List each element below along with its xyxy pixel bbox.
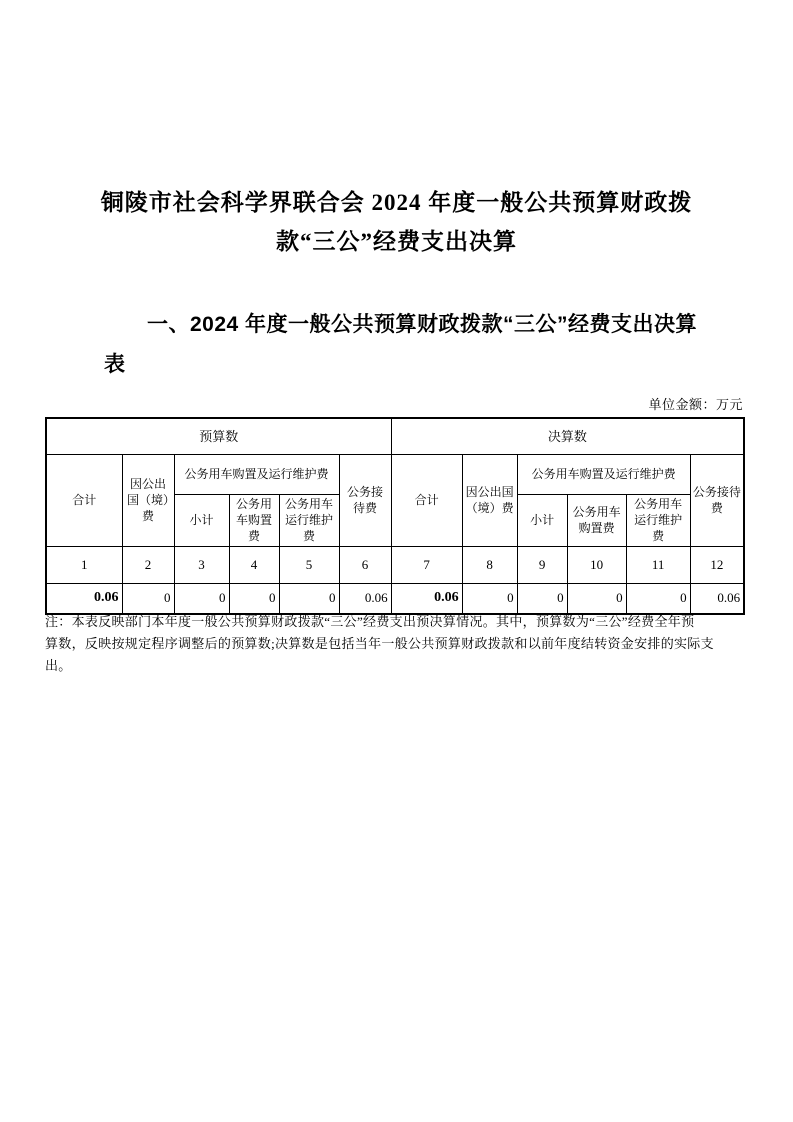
final-reception-header: 公务接待费 — [690, 455, 744, 547]
section-heading-line-2: 表 — [104, 353, 125, 376]
note-line-3: 出。 — [45, 658, 72, 673]
budget-section-header: 预算数 — [46, 418, 391, 455]
column-number: 10 — [567, 546, 626, 583]
budget-vehicle-subtotal-header: 小计 — [174, 495, 229, 547]
title-line-1: 铜陵市社会科学界联合会 2024 年度一般公共预算财政拨 — [100, 190, 693, 215]
final-reception-value: 0.06 — [690, 583, 744, 614]
note-line-1: 注：本表反映部门本年度一般公共预算财政拨款“三公”经费支出预决算情况。其中，预算数为“三公”经费全年预 — [45, 614, 695, 629]
column-number: 3 — [174, 546, 229, 583]
column-number: 12 — [690, 546, 744, 583]
column-number: 11 — [626, 546, 690, 583]
budget-reception-value: 0.06 — [339, 583, 391, 614]
column-number: 7 — [391, 546, 462, 583]
budget-abroad-value: 0 — [122, 583, 174, 614]
column-number-row — [46, 546, 744, 583]
final-vehicle-group-header: 公务用车购置及运行维护费 — [517, 455, 690, 495]
final-total-header: 合计 — [391, 455, 462, 547]
column-number: 6 — [339, 546, 391, 583]
column-number: 9 — [517, 546, 567, 583]
final-vehicle-subtotal-value: 0 — [517, 583, 567, 614]
final-vehicle-maintenance-header: 公务用车运行维护费 — [626, 495, 690, 547]
budget-vehicle-maintenance-header: 公务用车运行维护费 — [279, 495, 339, 547]
budget-abroad-header: 因公出国（境）费 — [122, 455, 174, 547]
budget-vehicle-purchase-value: 0 — [229, 583, 279, 614]
final-vehicle-purchase-header: 公务用车购置费 — [567, 495, 626, 547]
column-number: 4 — [229, 546, 279, 583]
note-line-2: 算数，反映按规定程序调整后的预算数;决算数是包括当年一般公共预算财政拨款和以前年度结转资金安排的实际支 — [45, 636, 714, 651]
budget-vehicle-group-header: 公务用车购置及运行维护费 — [174, 455, 339, 495]
three-public-expense-table — [45, 417, 745, 615]
final-total-value: 0.06 — [391, 583, 462, 614]
budget-vehicle-subtotal-value: 0 — [174, 583, 229, 614]
final-vehicle-maintenance-value: 0 — [626, 583, 690, 614]
column-number: 8 — [462, 546, 517, 583]
column-number: 2 — [122, 546, 174, 583]
table-section-row — [46, 418, 744, 455]
title-line-2: 款“三公”经费支出决算 — [276, 229, 517, 254]
final-abroad-value: 0 — [462, 583, 517, 614]
value-row — [46, 583, 744, 614]
budget-total-header: 合计 — [46, 455, 122, 547]
final-abroad-header: 因公出国（境）费 — [462, 455, 517, 547]
section-heading-line-1: 一、2024 年度一般公共预算财政拨款“三公”经费支出决算 — [147, 313, 698, 336]
column-number: 1 — [46, 546, 122, 583]
document-title — [0, 183, 793, 261]
column-number: 5 — [279, 546, 339, 583]
table-header-row-1 — [46, 455, 744, 495]
budget-vehicle-purchase-header: 公务用车购置费 — [229, 495, 279, 547]
budget-total-value: 0.06 — [46, 583, 122, 614]
final-section-header: 决算数 — [391, 418, 744, 455]
final-vehicle-purchase-value: 0 — [567, 583, 626, 614]
table-note — [45, 611, 751, 677]
budget-vehicle-maintenance-value: 0 — [279, 583, 339, 614]
final-vehicle-subtotal-header: 小计 — [517, 495, 567, 547]
budget-reception-header: 公务接待费 — [339, 455, 391, 547]
unit-amount-label: 单位金额：万元 — [648, 397, 743, 412]
